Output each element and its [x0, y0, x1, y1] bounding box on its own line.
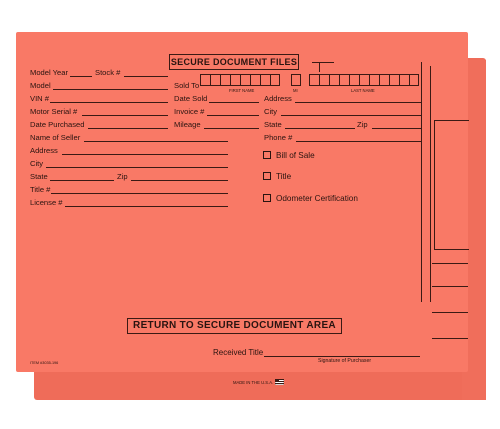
zip-right-line[interactable]: [372, 128, 421, 129]
title-no-line[interactable]: [51, 193, 228, 194]
model-line[interactable]: [53, 89, 168, 90]
mileage-line[interactable]: [204, 128, 259, 129]
inner-rectangle: [434, 120, 469, 250]
stock-line[interactable]: [124, 76, 168, 77]
label-invoice: Invoice #: [174, 107, 205, 116]
city-right-line[interactable]: [281, 115, 421, 116]
bill-of-sale-checkbox[interactable]: [263, 151, 271, 159]
odometer-certification-checkbox[interactable]: [263, 194, 271, 202]
label-vin: VIN #: [30, 94, 49, 103]
signature-of-purchaser-label: Signature of Purchaser: [318, 358, 372, 364]
item-code: ITEM #3035-196: [30, 361, 59, 365]
label-license-no: License #: [30, 198, 63, 207]
right-margin-line: [421, 62, 422, 302]
return-to-secure-area: RETURN TO SECURE DOCUMENT AREA: [127, 318, 342, 334]
received-title-label: Received Title: [213, 348, 264, 357]
label-address-left: Address: [30, 146, 58, 155]
motor-serial-line[interactable]: [82, 115, 168, 116]
invoice-line[interactable]: [207, 115, 259, 116]
made-in-usa-label: MADE IN THE U.S.A.: [233, 380, 274, 385]
label-address-right: Address: [264, 94, 292, 103]
date-purchased-line[interactable]: [88, 128, 168, 129]
label-zip-left: Zip: [117, 172, 128, 181]
label-mileage: Mileage: [174, 120, 201, 129]
address-right-line[interactable]: [295, 102, 421, 103]
date-sold-line[interactable]: [209, 102, 259, 103]
label-date-sold: Date Sold: [174, 94, 208, 103]
label-model-year: Model Year: [30, 68, 68, 77]
right-rule-1: [432, 263, 468, 264]
state-right-line[interactable]: [285, 128, 355, 129]
right-margin-line-2: [430, 66, 431, 302]
label-date-purchased: Date Purchased: [30, 120, 85, 129]
label-title-no: Title #: [30, 185, 51, 194]
title-checkbox-label: Title: [276, 172, 292, 181]
zip-left-line[interactable]: [131, 180, 228, 181]
label-city-right: City: [264, 107, 278, 116]
first-name-boxes[interactable]: [200, 74, 280, 86]
first-name-label: FIRST NAME: [229, 88, 255, 93]
last-name-boxes[interactable]: [309, 74, 419, 86]
last-name-label: LAST NAME: [351, 88, 375, 93]
signature-line[interactable]: [264, 356, 420, 357]
bracket-mark: [319, 62, 320, 72]
bracket-mark-top: [312, 62, 334, 63]
city-left-line[interactable]: [46, 167, 228, 168]
label-zip-right: Zip: [357, 120, 368, 129]
label-motor-serial: Motor Serial #: [30, 107, 78, 116]
phone-line[interactable]: [296, 141, 421, 142]
document-title: SECURE DOCUMENT FILES: [169, 54, 299, 70]
state-left-line[interactable]: [50, 180, 114, 181]
right-rule-4: [432, 338, 468, 339]
label-model: Model: [30, 81, 51, 90]
odometer-certification-label: Odometer Certification: [276, 194, 358, 203]
model-year-line[interactable]: [70, 76, 92, 77]
label-stock: Stock #: [95, 68, 121, 77]
title-checkbox[interactable]: [263, 172, 271, 180]
label-sold-to: Sold To: [174, 81, 200, 90]
label-phone: Phone #: [264, 133, 293, 142]
middle-initial-box[interactable]: [291, 74, 301, 86]
label-state-left: State: [30, 172, 48, 181]
middle-initial-label: MI: [293, 88, 298, 93]
license-no-line[interactable]: [65, 206, 228, 207]
right-rule-3: [432, 312, 468, 313]
address-left-line[interactable]: [62, 154, 228, 155]
vin-line[interactable]: [50, 102, 168, 103]
right-rule-2: [432, 286, 468, 287]
label-city-left: City: [30, 159, 44, 168]
name-of-seller-line[interactable]: [84, 141, 228, 142]
us-flag-icon: [275, 379, 284, 385]
bill-of-sale-label: Bill of Sale: [276, 151, 315, 160]
label-state-right: State: [264, 120, 282, 129]
label-name-of-seller: Name of Seller: [30, 133, 81, 142]
